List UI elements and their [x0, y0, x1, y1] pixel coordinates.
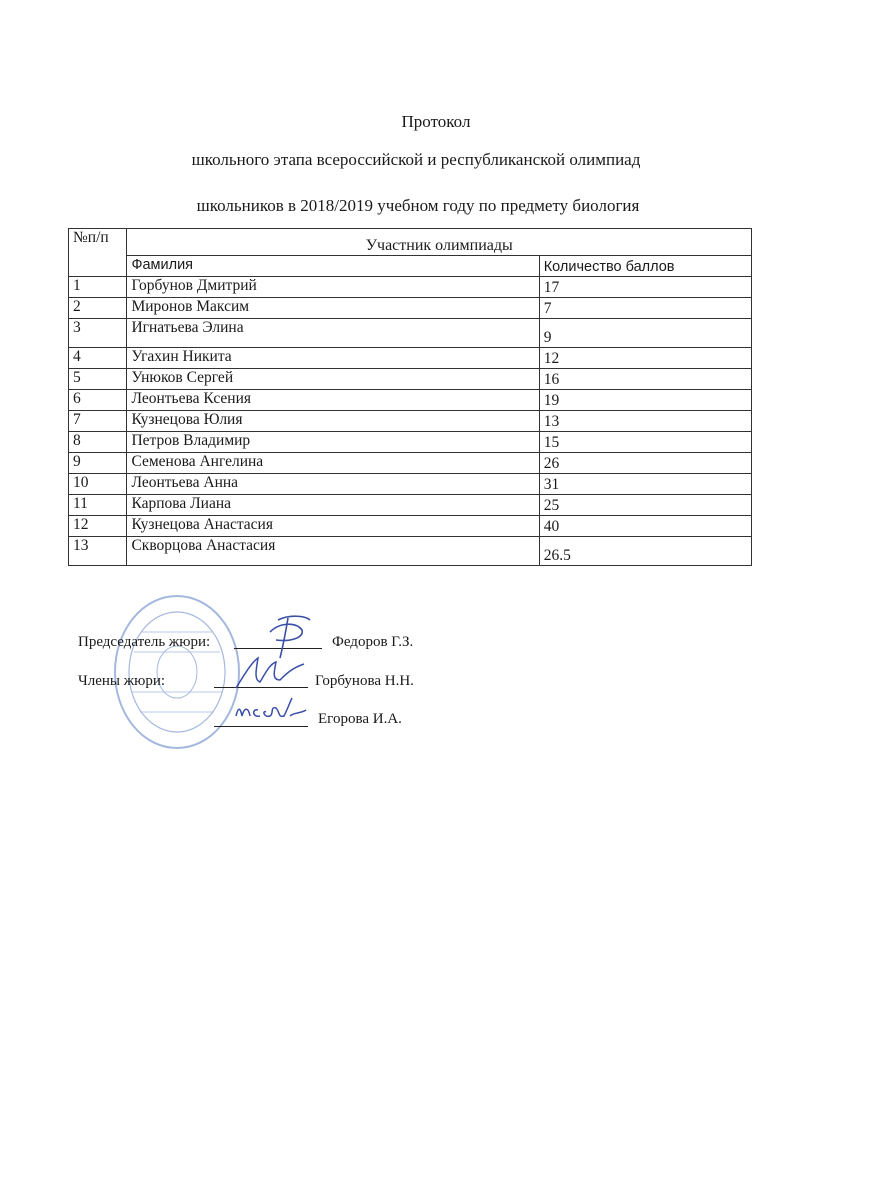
- table-row: [69, 537, 752, 566]
- row-name: Кузнецова Юлия: [127, 411, 539, 432]
- table-row: [69, 516, 752, 537]
- row-number: 11: [69, 495, 127, 516]
- row-name: Скворцова Анастасия: [127, 537, 539, 566]
- table-header-row: [69, 229, 752, 256]
- row-score: 16: [539, 369, 751, 390]
- row-number: 10: [69, 474, 127, 495]
- row-number: 6: [69, 390, 127, 411]
- row-number: 3: [69, 319, 127, 348]
- table-row: [69, 319, 752, 348]
- table-row: [69, 474, 752, 495]
- row-number: 7: [69, 411, 127, 432]
- row-score: 13: [539, 411, 751, 432]
- row-score: 25: [539, 495, 751, 516]
- table-row: [69, 432, 752, 453]
- row-name: Кузнецова Анастасия: [127, 516, 539, 537]
- chair-label: Председатель жюри:: [78, 634, 211, 650]
- table-row: [69, 369, 752, 390]
- row-name: Унюков Сергей: [127, 369, 539, 390]
- row-number: 13: [69, 537, 127, 566]
- members-label: Члены жюри:: [78, 673, 166, 689]
- row-score: 19: [539, 390, 751, 411]
- header-number: №п/п: [69, 229, 127, 277]
- header-participant: Участник олимпиады: [127, 229, 752, 256]
- table-subheader-row: [69, 256, 752, 277]
- row-name: Игнатьева Элина: [127, 319, 539, 348]
- row-score: 15: [539, 432, 751, 453]
- row-number: 2: [69, 298, 127, 319]
- member2-signature-icon: [230, 694, 312, 728]
- row-name: Карпова Лиана: [127, 495, 539, 516]
- table-row: [69, 390, 752, 411]
- header-score: Количество баллов: [539, 256, 751, 277]
- row-name: Леонтьева Анна: [127, 474, 539, 495]
- header-surname: Фамилия: [127, 256, 539, 277]
- member2-name: Егорова И.А.: [318, 711, 402, 727]
- row-score: 31: [539, 474, 751, 495]
- results-table: [68, 228, 752, 566]
- doc-subtitle-line-2: школьников в 2018/2019 учебном году по предмету биология: [196, 196, 640, 215]
- chair-name: Федоров Г.З.: [332, 634, 414, 650]
- table-row: [69, 495, 752, 516]
- row-score: 12: [539, 348, 751, 369]
- row-number: 5: [69, 369, 127, 390]
- row-name: Леонтьева Ксения: [127, 390, 539, 411]
- member1-name: Горбунова Н.Н.: [315, 673, 414, 689]
- row-score: 17: [539, 277, 751, 298]
- row-number: 9: [69, 453, 127, 474]
- row-number: 4: [69, 348, 127, 369]
- row-score: 9: [539, 319, 751, 348]
- table-row: [69, 348, 752, 369]
- row-score: 26.5: [539, 537, 751, 566]
- row-score: 26: [539, 453, 751, 474]
- row-score: 7: [539, 298, 751, 319]
- table-row: [69, 411, 752, 432]
- row-name: Петров Владимир: [127, 432, 539, 453]
- row-number: 1: [69, 277, 127, 298]
- table-row: [69, 277, 752, 298]
- row-number: 8: [69, 432, 127, 453]
- row-name: Семенова Ангелина: [127, 453, 539, 474]
- table-row: [69, 298, 752, 319]
- row-score: 40: [539, 516, 751, 537]
- table-row: [69, 453, 752, 474]
- row-name: Угахин Никита: [127, 348, 539, 369]
- doc-title: Протокол: [401, 112, 471, 131]
- row-name: Горбунов Дмитрий: [127, 277, 539, 298]
- row-number: 12: [69, 516, 127, 537]
- row-name: Миронов Максим: [127, 298, 539, 319]
- doc-subtitle-line-1: школьного этапа всероссийской и республиканской олимпиад: [191, 150, 641, 169]
- member1-signature-icon: [232, 652, 308, 692]
